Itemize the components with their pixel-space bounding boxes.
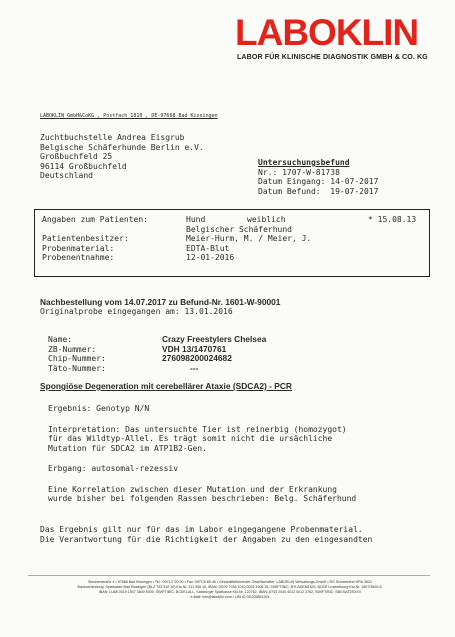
reorder-line: Nachbestellung vom 14.07.2017 zu Befund-Nr. 1601-W-90001 xyxy=(40,297,281,307)
patient-label xyxy=(42,225,148,235)
chip-label: Chip-Nummer: xyxy=(48,354,106,363)
result-line: Ergebnis: Genotyp N/N xyxy=(48,404,150,413)
owner-label: Patientenbesitzer: xyxy=(42,234,129,243)
disclaimer-line: Das Ergebnis gilt nur für das im Labor eingegangene Probenmaterial. xyxy=(40,525,363,534)
material-value: EDTA-Blut xyxy=(186,243,230,253)
recipient-line: 96114 Großbuchfeld xyxy=(40,161,127,171)
recipient-address xyxy=(40,133,204,181)
species-value: Hund xyxy=(186,215,206,224)
sampling-value: 12-01-2016 xyxy=(186,253,235,262)
interpretation-line: Mutation für SDCA2 im ATP1B2-Gen. xyxy=(48,443,207,453)
name-value: Crazy Freestylers Chelsea xyxy=(162,334,267,344)
footer-line: Bankverbindung: Sparkasse Bad Kissingen (BLZ 793 510 10) Kto.Nr. 311 506 15, IBAN: DE09 7935 1010 0031 1506 15, SWIFT/BIC: BYLADEM1KIS, BCEE Luxembourg Kto.Nr. 1507/3600-5, xyxy=(77,585,383,589)
animal-values xyxy=(162,335,266,373)
recipient-line: Zuchtbuchstelle Andrea Eisgrub xyxy=(40,133,185,142)
footer-line: Steubenstraße 4 • 97688 Bad Kissingen • Tel.: 0971/7 20 20 • Fax: 0971/6 85 46 • Geschäftsführender Gesellschafter: LABOKLIN Verwaltungs-GmbH • RG Schweinfurt HRA 3631 xyxy=(87,580,373,584)
chip-value: 276098200024682 xyxy=(162,353,232,363)
tattoo-label: Täto-Nummer: xyxy=(48,363,106,373)
footer-divider xyxy=(28,575,430,576)
tattoo-value: --- xyxy=(190,362,199,373)
footer xyxy=(30,580,430,600)
reorder-section xyxy=(40,297,280,317)
laboklin-logo: LABOKLIN xyxy=(235,12,419,53)
interpretation-line: für das Wildtyp-Allel. Es trägt somit nicht die ursächliche xyxy=(48,434,333,443)
results-section xyxy=(48,404,356,504)
footer-line: IBAN: LU85 0019 1507 3600 5000, SWIFT/BIC: BCEELULL, Salzburger Sparkasse Kto.Nr. 122762, IBAN: AT43 2040 4012 0012 2762, SWIFT/BIC: SBGSAT2SXXX xyxy=(98,590,362,594)
test-title: Spongiöse Degeneration mit cerebellärer Ataxie (SDCA2) - PCR xyxy=(40,381,292,391)
disclaimer xyxy=(40,525,372,544)
recipient-line: Großbuchfeld 25 xyxy=(40,152,113,161)
animal-labels xyxy=(48,335,106,373)
sampling-label: Probenentnahme: xyxy=(42,253,115,262)
interpretation-line: Interpretation: Das untersuchte Tier ist reinerbig (homozygot) xyxy=(48,424,347,434)
sender-line: LABOKLIN GmbH&CoKG , Postfach 1810 , DE-97668 Bad Kissingen xyxy=(40,113,218,119)
correlation-line: Eine Korrelation zwischen dieser Mutation und der Erkrankung xyxy=(48,484,337,494)
zb-value: VDH 13/1470761 xyxy=(162,343,227,354)
received-date: Datum Eingang: 14-07-2017 xyxy=(258,177,379,186)
original-sample-line: Originalprobe eingegangen am: 13.01.2016 xyxy=(40,307,233,316)
report-title: Untersuchungsbefund xyxy=(258,158,350,167)
recipient-line: Belgische Schäferhunde Berlin e.V. xyxy=(40,142,204,152)
patient-labels xyxy=(42,215,148,263)
findings-date: Datum Befund: 19-07-2017 xyxy=(258,186,379,196)
disclaimer-line: Die Verantwortung für die Richtigkeit der Angaben zu den eingesandten xyxy=(40,534,373,544)
correlation-line: wurde bisher bei folgenden Rassen beschrieben: Belg. Schäferhund xyxy=(48,494,357,503)
birth-date-value: * 15.08.13 xyxy=(368,215,417,224)
recipient-line: Deutschland xyxy=(40,171,93,180)
sex-value: weiblich xyxy=(247,215,286,224)
report-meta xyxy=(258,158,378,196)
material-label: Probenmaterial: xyxy=(42,243,115,253)
name-label: Name: xyxy=(48,335,73,344)
report-number: Nr.: 1707-W-81738 xyxy=(258,167,340,177)
zb-label: ZB-Nummer: xyxy=(48,344,97,354)
inheritance-line: Erbgang: autosomal-rezessiv xyxy=(48,464,179,473)
logo-tagline: LABOR FÜR KLINISCHE DIAGNOSTIK GMBH & CO. KG xyxy=(237,53,428,61)
breed-value: Belgischer Schäferhund xyxy=(186,224,292,234)
patient-label: Angaben zum Patienten: xyxy=(42,215,148,224)
owner-value: Meier-Hurm, M. / Meier, J. xyxy=(186,234,312,243)
footer-line: e-Mail: info@laboklin.com • USt.ID DE206851924 xyxy=(190,595,270,599)
